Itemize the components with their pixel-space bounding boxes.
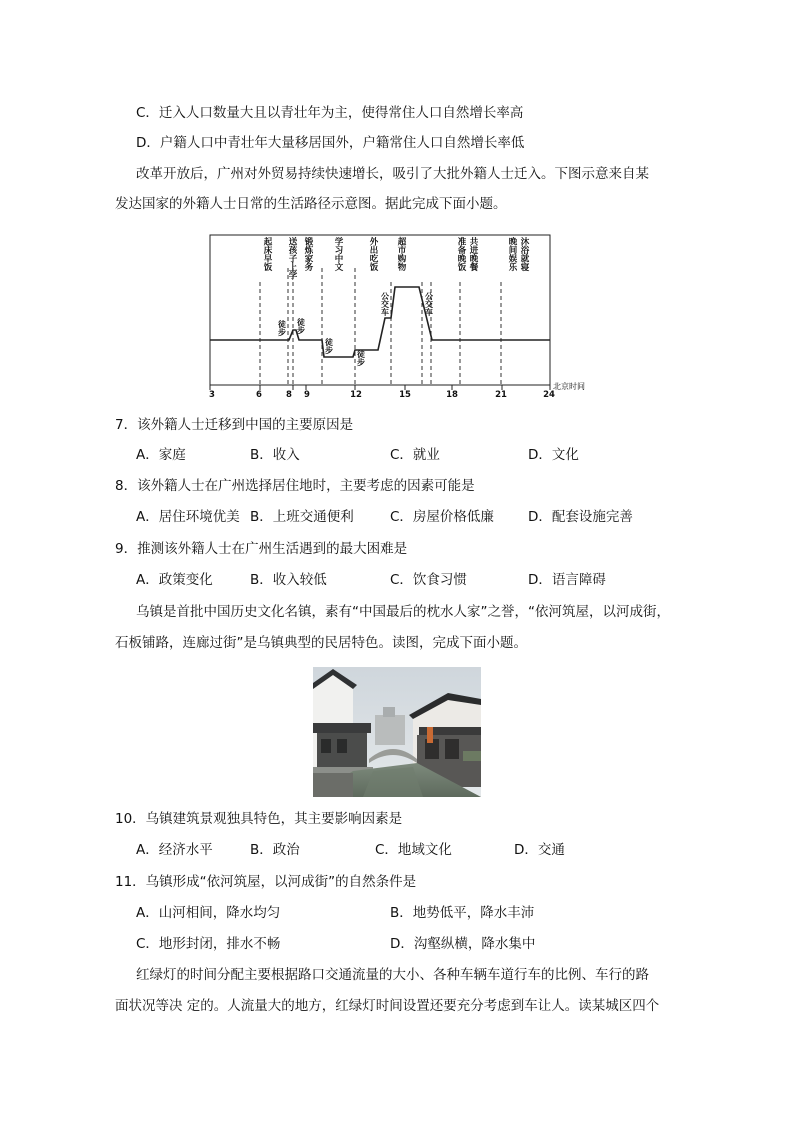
activity-label: 锻炼家务	[303, 237, 313, 271]
transport-label: 徒步	[324, 338, 334, 354]
passage2-line1: 乌镇是首批中国历史文化名镇，素有“中国最后的枕水人家”之誉，“依河筑屋，以河成街，	[136, 604, 670, 620]
transport-label: 公交车	[424, 292, 434, 316]
transport-label: 公交车	[380, 292, 390, 316]
passage3-line2: 面状况等决 定的。人流量大的地方，红绿灯时间设置还要充分考虑到车让人。读某城区四个	[115, 998, 660, 1014]
passage1-line1: 改革开放后，广州对外贸易持续快速增长，吸引了大批外籍人士迁入。下图示意来自某	[136, 166, 649, 182]
q9-option-d: D．语言障碍	[528, 572, 606, 588]
activity-label: 起床早饭	[262, 237, 272, 271]
q10-option-c: C．地域文化	[375, 842, 452, 858]
tick-label: 8	[286, 390, 292, 400]
transport-label: 徒步	[277, 320, 287, 336]
q11-option-d: D．沟壑纵横，降水集中	[390, 936, 536, 952]
activity-label: 沐浴就寝	[519, 237, 529, 271]
q7-stem: 7．该外籍人士迁移到中国的主要原因是	[115, 417, 354, 433]
tick-label: 12	[350, 390, 362, 400]
activity-label: 共进晚餐	[468, 237, 478, 271]
q11-option-c: C．地形封闭，排水不畅	[136, 936, 281, 952]
wuzhen-photo	[313, 667, 481, 797]
q7-option-a: A．家庭	[136, 447, 186, 463]
q8-option-b: B．上班交通便利	[250, 509, 354, 525]
q10-option-d: D．交通	[514, 842, 565, 858]
transport-label: 徒步	[356, 350, 366, 366]
axis-label: 北京时间	[553, 382, 585, 391]
activity-label: 学习中文	[333, 237, 343, 271]
life-path-diagram	[205, 230, 595, 402]
transport-label: 徒步	[296, 318, 306, 334]
option-c-text: C．迁入人口数量大且以青壮年为主，使得常住人口自然增长率高	[136, 105, 524, 121]
tick-label: 6	[256, 390, 262, 400]
tick-label: 21	[495, 390, 507, 400]
passage2-line2: 石板铺路，连廊过街”是乌镇典型的民居特色。读图，完成下面小题。	[115, 635, 527, 651]
activity-label: 准备晚饭	[456, 237, 466, 271]
passage1-line2: 发达国家的外籍人士日常的生活路径示意图。据此完成下面小题。	[115, 196, 507, 212]
q7-option-c: C．就业	[390, 447, 440, 463]
activity-label: 超市购物	[396, 237, 406, 271]
q9-option-a: A．政策变化	[136, 572, 213, 588]
q10-option-a: A．经济水平	[136, 842, 213, 858]
activity-label: 外出吃饭	[368, 237, 378, 271]
q8-option-a: A．居住环境优美	[136, 509, 240, 525]
q7-option-d: D．文化	[528, 447, 579, 463]
q8-option-d: D．配套设施完善	[528, 509, 633, 525]
passage3-line1: 红绿灯的时间分配主要根据路口交通流量的大小、各种车辆车道行车的比例、车行的路	[136, 967, 649, 983]
q9-option-b: B．收入较低	[250, 572, 327, 588]
option-d-text: D．户籍人口中青壮年大量移居国外，户籍常住人口自然增长率低	[136, 135, 525, 151]
tick-label: 18	[446, 390, 458, 400]
q10-option-b: B．政治	[250, 842, 300, 858]
q11-stem: 11．乌镇形成“依河筑屋，以河成街”的自然条件是	[115, 874, 417, 890]
activity-label: 送孩子上学	[287, 237, 297, 280]
q9-option-c: C．饮食习惯	[390, 572, 467, 588]
tick-label: 15	[399, 390, 411, 400]
q9-stem: 9．推测该外籍人士在广州生活遇到的最大困难是	[115, 541, 408, 557]
q7-option-b: B．收入	[250, 447, 300, 463]
tick-label: 3	[209, 390, 215, 400]
q8-stem: 8．该外籍人士在广州选择居住地时，主要考虑的因素可能是	[115, 478, 475, 494]
activity-label: 晚间娱乐	[507, 237, 517, 271]
q11-option-b: B．地势低平，降水丰沛	[390, 905, 535, 921]
q10-stem: 10．乌镇建筑景观独具特色，其主要影响因素是	[115, 811, 403, 827]
q11-option-a: A．山河相间，降水均匀	[136, 905, 281, 921]
tick-label: 24	[543, 390, 555, 400]
tick-label: 9	[304, 390, 310, 400]
q8-option-c: C．房屋价格低廉	[390, 509, 494, 525]
